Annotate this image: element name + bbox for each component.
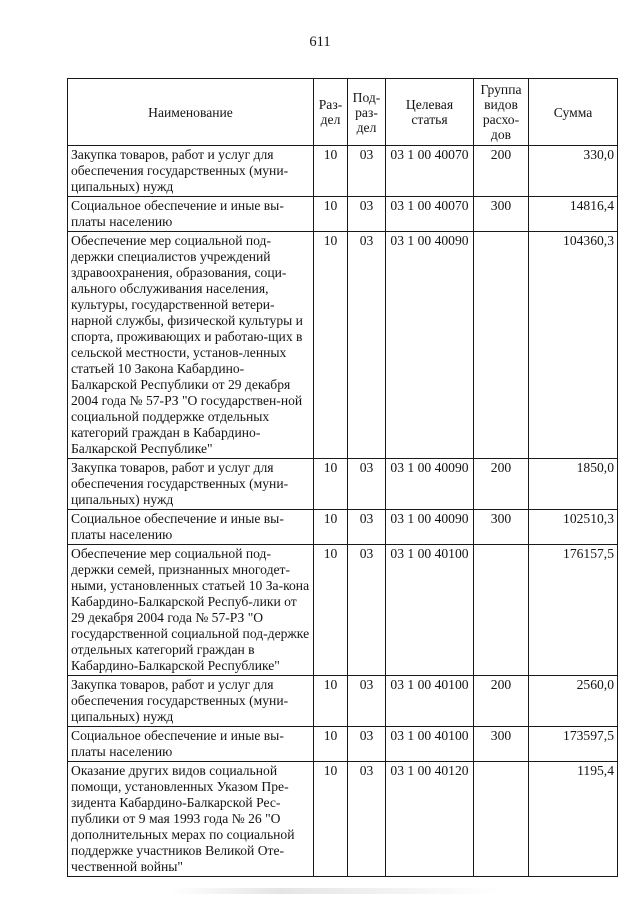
cell-subsection: 03 <box>348 232 386 459</box>
cell-subsection: 03 <box>348 146 386 197</box>
cell-subsection: 03 <box>348 459 386 510</box>
cell-name: Социальное обеспечение и иные вы-платы населению <box>68 510 314 545</box>
cell-target: 03 1 00 40070 <box>386 146 474 197</box>
table-row <box>68 727 618 762</box>
cell-amount: 104360,3 <box>529 232 618 459</box>
cell-target: 03 1 00 40120 <box>386 762 474 877</box>
cell-name: Закупка товаров, работ и услуг для обеспечения государственных (муни-ципальных) нужд <box>68 676 314 727</box>
cell-section: 10 <box>314 676 348 727</box>
cell-group <box>474 232 529 459</box>
header-section: Раз- дел <box>314 79 348 146</box>
cell-section: 10 <box>314 762 348 877</box>
cell-section: 10 <box>314 459 348 510</box>
cell-section: 10 <box>314 727 348 762</box>
cell-subsection: 03 <box>348 676 386 727</box>
cell-name: Обеспечение мер социальной под-держки специалистов учреждений здравоохранения, образования, соци-ального обслуживания населения, культуры, государственной ветери-нарной службы, физической культуры и спорта, проживающих и работаю-щих в сельской местности, установ-ленных статьей 10 Закона Кабардино-Балкарской Республики от 29 декабря 2004 года № 57-РЗ "О государствен-ной социальной поддержке отдельных категорий граждан в Кабардино-Балкарской Республике" <box>68 232 314 459</box>
cell-group: 300 <box>474 727 529 762</box>
cell-name: Закупка товаров, работ и услуг для обеспечения государственных (муни-ципальных) нужд <box>68 146 314 197</box>
cell-group <box>474 762 529 877</box>
header-amount: Сумма <box>529 79 618 146</box>
cell-section: 10 <box>314 232 348 459</box>
cell-target: 03 1 00 40100 <box>386 676 474 727</box>
budget-table <box>67 78 618 877</box>
cell-name: Социальное обеспечение и иные вы-платы населению <box>68 197 314 232</box>
cell-subsection: 03 <box>348 727 386 762</box>
cell-amount: 102510,3 <box>529 510 618 545</box>
table-row <box>68 146 618 197</box>
cell-name: Социальное обеспечение и иные вы-платы населению <box>68 727 314 762</box>
cell-subsection: 03 <box>348 545 386 676</box>
cell-amount: 330,0 <box>529 146 618 197</box>
cell-amount: 2560,0 <box>529 676 618 727</box>
cell-group: 200 <box>474 459 529 510</box>
cell-group: 300 <box>474 197 529 232</box>
cell-target: 03 1 00 40090 <box>386 232 474 459</box>
cell-subsection: 03 <box>348 197 386 232</box>
cell-section: 10 <box>314 545 348 676</box>
cell-name: Оказание других видов социальной помощи, установленных Указом Пре-зидента Кабардино-Балкарской Рес-публики от 9 мая 1993 года № 26 "О дополнительных мерах по социальной поддержке участников Великой Оте-чественной войны" <box>68 762 314 877</box>
header-group: Группа видов расхо- дов <box>474 79 529 146</box>
header-target: Целевая статья <box>386 79 474 146</box>
cell-target: 03 1 00 40100 <box>386 545 474 676</box>
cell-target: 03 1 00 40100 <box>386 727 474 762</box>
cell-amount: 1850,0 <box>529 459 618 510</box>
cell-name: Закупка товаров, работ и услуг для обеспечения государственных (муни-ципальных) нужд <box>68 459 314 510</box>
header-subsection: Под- раз- дел <box>348 79 386 146</box>
header-name: Наименование <box>68 79 314 146</box>
table-row <box>68 762 618 877</box>
cell-section: 10 <box>314 510 348 545</box>
cell-target: 03 1 00 40090 <box>386 510 474 545</box>
cell-group: 200 <box>474 146 529 197</box>
cell-section: 10 <box>314 197 348 232</box>
table-header-row <box>68 79 618 146</box>
cell-group <box>474 545 529 676</box>
cell-group: 300 <box>474 510 529 545</box>
table-row <box>68 545 618 676</box>
cell-amount: 1195,4 <box>529 762 618 877</box>
cell-amount: 173597,5 <box>529 727 618 762</box>
table-row <box>68 232 618 459</box>
cell-section: 10 <box>314 146 348 197</box>
cell-name: Обеспечение мер социальной под-держки семей, признанных многодет-ными, установленных статьей 10 За-кона Кабардино-Балкарской Респуб-лики от 29 декабря 2004 года № 57-РЗ "О государственной социальной под-держке отдельных категорий граждан в Кабардино-Балкарской Республике" <box>68 545 314 676</box>
cell-amount: 176157,5 <box>529 545 618 676</box>
cell-amount: 14816,4 <box>529 197 618 232</box>
scan-artifact <box>170 888 500 894</box>
table-row <box>68 676 618 727</box>
table-row <box>68 510 618 545</box>
cell-subsection: 03 <box>348 762 386 877</box>
cell-target: 03 1 00 40070 <box>386 197 474 232</box>
cell-group: 200 <box>474 676 529 727</box>
page-number: 611 <box>309 34 331 50</box>
table-row <box>68 459 618 510</box>
table-row <box>68 197 618 232</box>
cell-subsection: 03 <box>348 510 386 545</box>
cell-target: 03 1 00 40090 <box>386 459 474 510</box>
